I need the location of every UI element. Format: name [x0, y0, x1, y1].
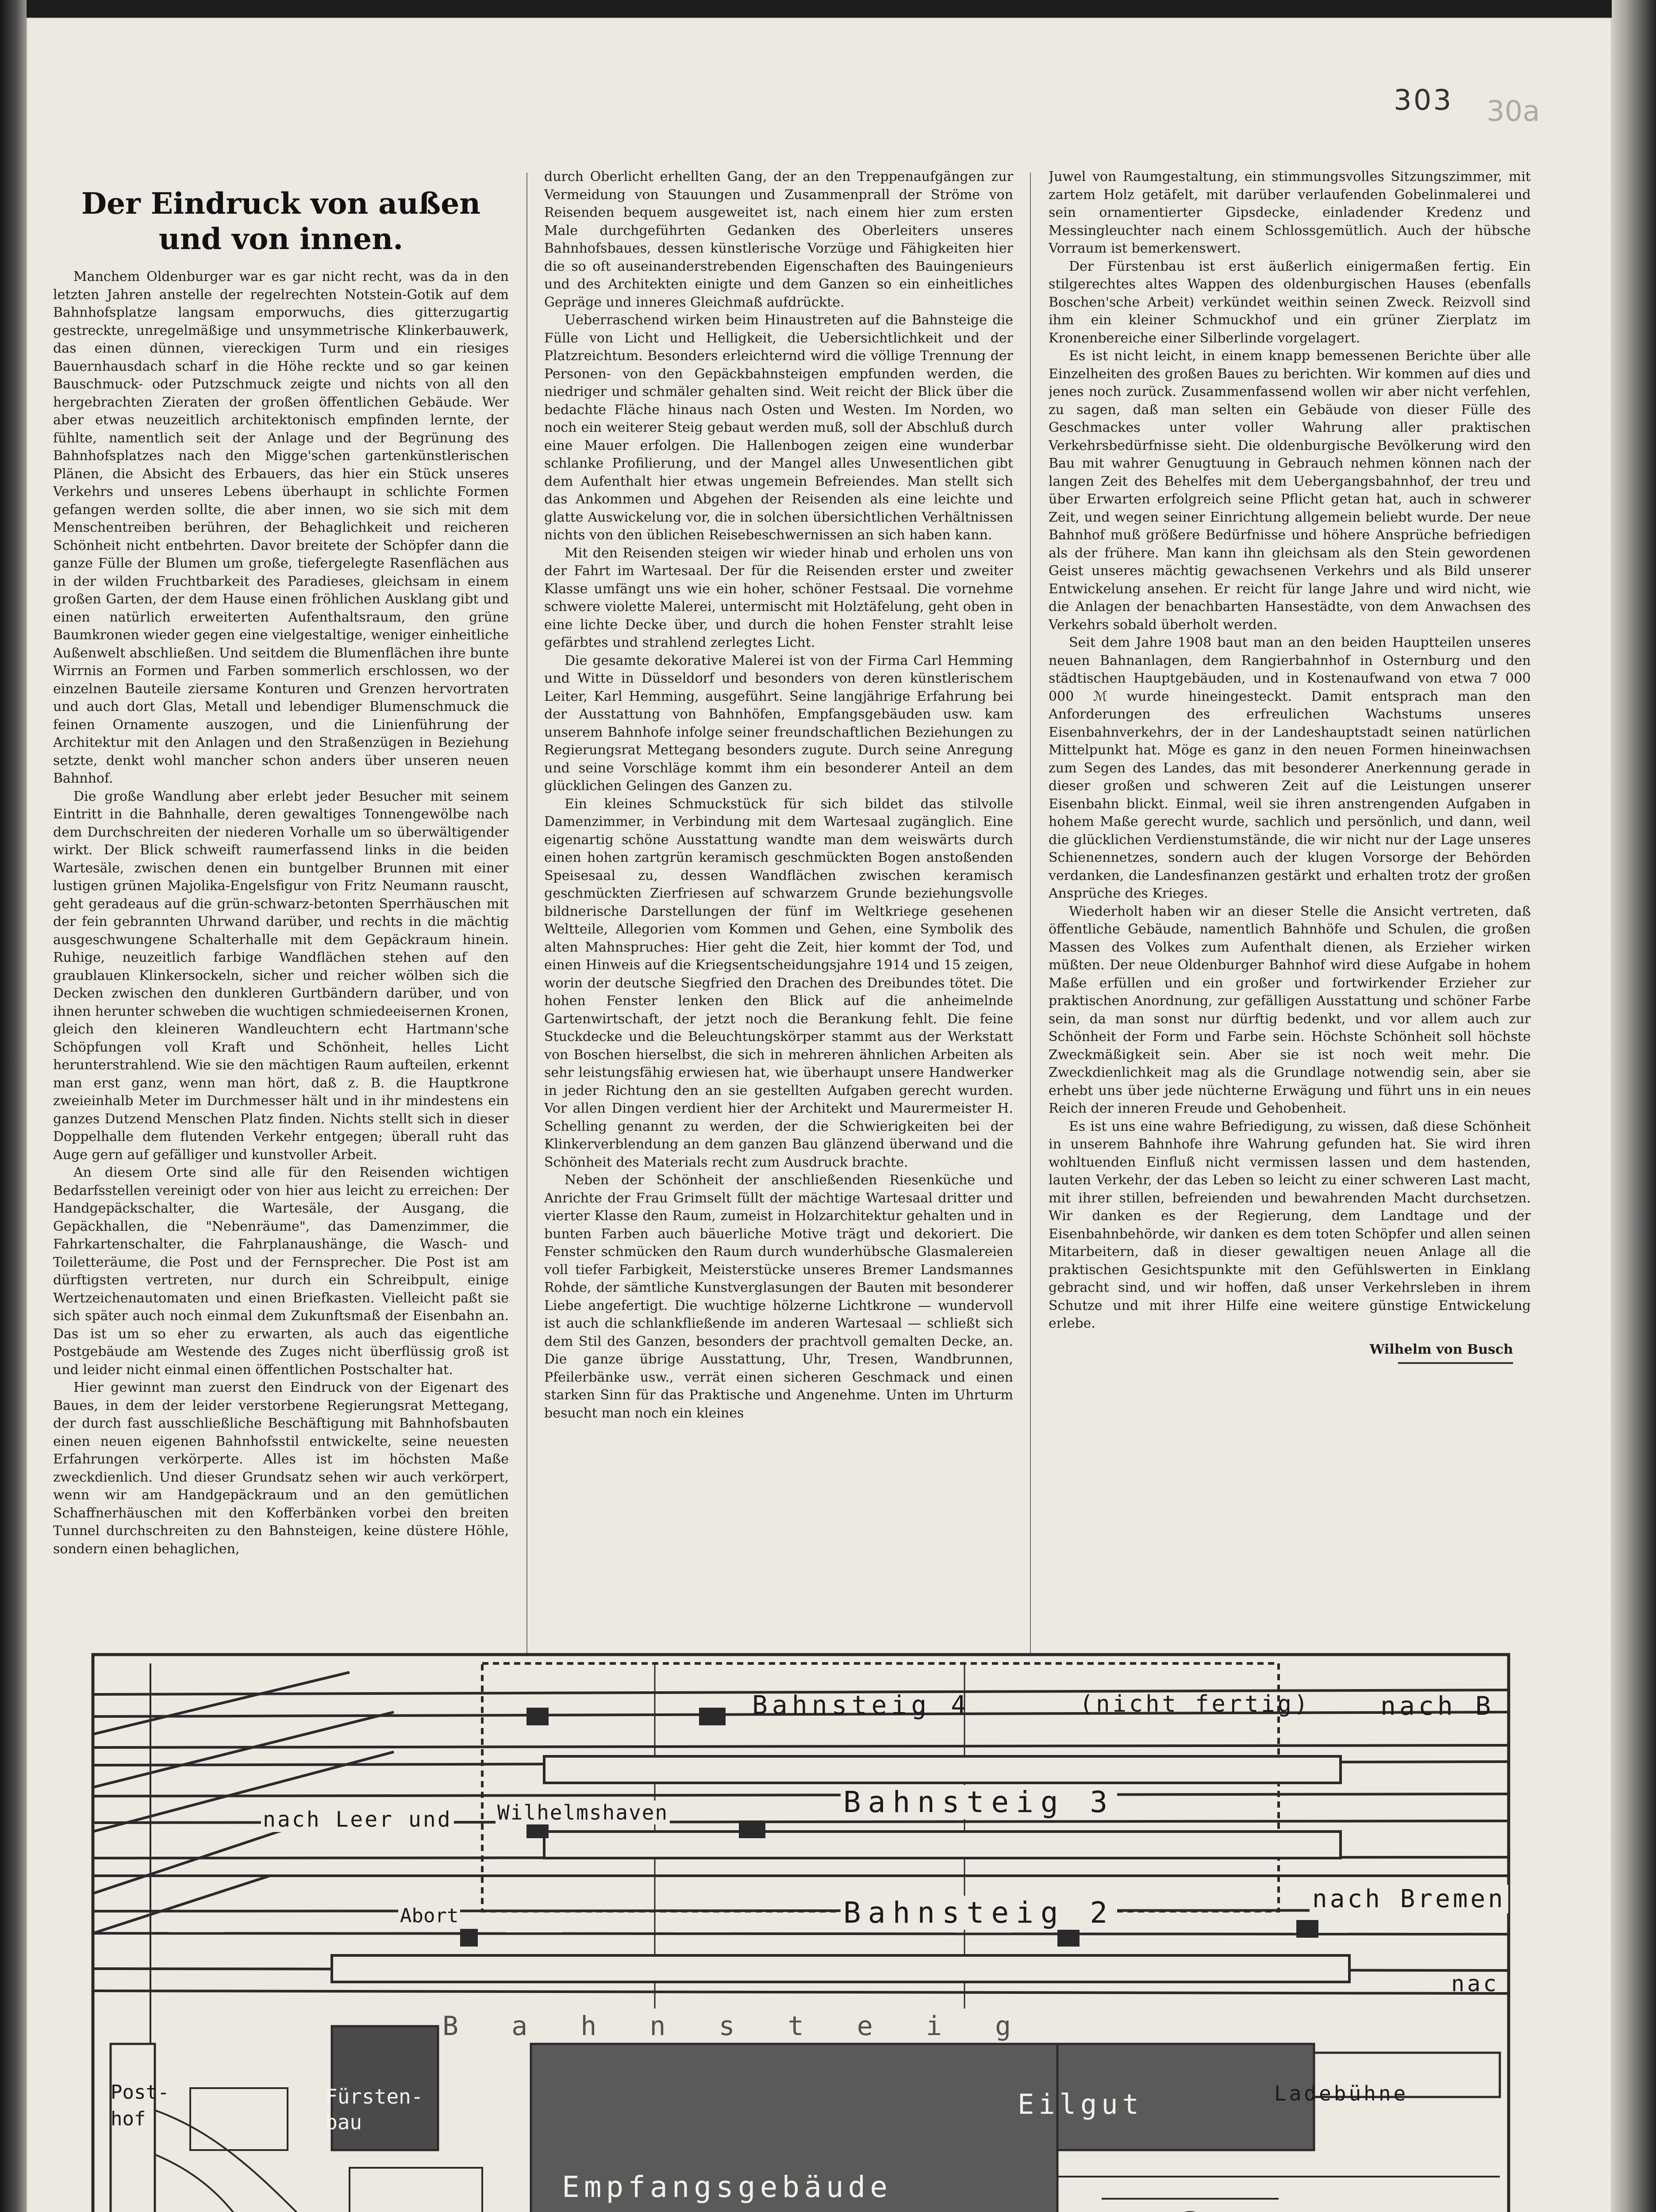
plan-label-bahnsteig-3: Bahnsteig 3 — [841, 1785, 1117, 1819]
paragraph: durch Oberlicht erhellten Gang, der an den Treppenaufgängen zur Vermeidung von Stauungen und Zusammenprall der Ströme von Reisenden bequem ausgeweitet ist, nach einem hier zum ersten Male durchgeführten Gedanken des Oberleiters unseres Bahnhofsbaues, dessen künstlerische Vorzüge und Fähigkeiten hier die so oft auseinanderstrebenden Eigenschaften des Bauingenieurs und des Architekten einigte und dem Ganzen so ein einheitliches Gepräge und inneres Gleichmaß aufdrückte. — [544, 169, 1013, 310]
forecourt-bed — [190, 2088, 288, 2150]
plan-label-nac: nac — [1451, 1971, 1499, 1997]
paragraph: Neben der Schönheit der anschließenden Riesenküche und Anrichte der Frau Grimselt füllt der mächtige Wartesaal dritter und vierter Klasse den Raum, zumeist in Holzarchitektur gehalten und in bunten Farben auch bäuerliche Motive trägt und dekoriert. Die Fenster schmücken den Raum durch wunderhübsche Glasmalereien voll tiefer Farbigkeit, Meisterstücke unseres Bremer Landsmannes Rohde, der sämtliche Kunstverglasungen der Bauten mit besonderer Liebe angefertigt. Die wuchtige hölzerne Lichtkrone — wundervoll ist auch die schlankfließende im anderen Wartesaal — schließt sich dem Stil des Ganzen, besonders der prachtvoll gemalten Decke, an. Die ganze übrige Ausstattung, Uhr, Tresen, Wandbrunnen, Pfeilerbänke usw., verrät einen sicheren Geschmack und einen starken Sinn für das Praktische und Angenehme. Unten im Uhrturm besucht man noch ein kleines — [544, 1172, 1013, 1421]
paragraph: Mit den Reisenden steigen wir wieder hinab und erholen uns von der Fahrt im Wartesaal. Der für die Reisenden erster und zweiter Klasse umfängt uns wie ein hoher, schöner Festsaal. Die vornehme schwere violette Malerei, untermischt mit Holztäfelung, geht oben in eine lichte Decke über, und durch die hohen Fenster strahlt leise gefärbtes und strahlend zerlegtes Licht. — [544, 545, 1013, 650]
plan-label-abort: Abort — [398, 1905, 460, 1927]
plan-label-wilhelmshaven: Wilhelmshaven — [496, 1801, 670, 1824]
paragraph: Es ist nicht leicht, in einem knapp bemessenen Berichte über alle Einzelheiten des großen Baues zu berichten. Wir kommen auf dies und jenes noch zurück. Zusammenfassend wollen wir aber nicht verfehlen, zu sagen, daß man selten ein Gebäude von dieser Fülle des Geschmackes unter voller Wahrung aller praktischen Verkehrsbedürfnisse sieht. Die oldenburgische Bevölkerung wird den Bau mit wahrer Genugtuung in Gebrauch nehmen können nach der langen Zeit des Behelfes mit dem Uebergangsbahnhof, der treu und über Erwarten erfolgreich seine Pflicht getan hat, auch in schwerer Zeit, und wegen seiner Einrichtung allgemein beliebt wurde. Der neue Bahnhof muß größere Bedürfnisse und höhere Ansprüche befriedigen als der frühere. Man kann ihn gleichsam als den Stein gewordenen Geist unseres mächtig gewachsenen Verkehrs und als Bild unserer Entwickelung ansehen. Er reicht für lange Jahre und wird nicht, wie die Anlagen der benachbarten Hansestädte, von dem Anwachsen des Verkehrs sobald überholt werden. — [1049, 348, 1531, 633]
binding-edge — [0, 0, 27, 2212]
paragraph: Manchem Oldenburger war es gar nicht recht, was da in den letzten Jahren anstelle der regelrechten Notstein-Gotik auf dem Bahnhofsplatze langsam emporwuchs, dies gitterzugartig gestreckte, unregelmäßige und unsymmetrische Klinkerbauwerk, das einen dünnen, viereckigen Turm und ein riesiges Bauernhausdach scharf in die Höhe reckte und so gar keinen Bauschmuck- oder Putzschmuck zeigte und nichts von all den hergebrachten Zieraten der großen öffentlichen Gebäude. Wer aber etwas neuzeitlich architektonisch empfinden lernte, der fühlte, namentlich seit der Anlage und der Begrünung des Bahnhofsplatzes nach den Migge'schen gartenkünstlerischen Plänen, die Absicht des Erbauers, das hier ein Stück unseres Verkehrs und unseres Lebens überhaupt in schlichte Formen gefangen werden sollte, die aber innen, wo sie sich mit dem Menschentreiben berühren, der Behaglichkeit und reicheren Schönheit nicht entbehrten. Davor breitete der Schöpfer dann die ganze Fülle der Blumen um große, tiefergelegte Rasenflächen aus in der wilden Fruchtbarkeit des Paradieses, gleichsam in einem großen Garten, der dem Hause einen fröhlichen Ausklang gibt und einen natürlich erweiterten Aufenthaltsraum, den grüne Baumkronen wieder gegen eine vielgestaltige, weniger einheitliche Außenwelt abschließen. Und seitdem die Blumenflächen ihre bunte Wirrnis an Formen und Farben sommerlich erschlossen, wo der einzelnen Bauteile ziersame Konturen und Grenzen hervortraten und auch dort Glas, Metall und lebendiger Blumenschmuck die feinen Ornamente auszogen, und die Linienführung der Architektur mit den Anlagen und den Straßenzügen in Beziehung setzte, denkt wohl mancher schon anders über unseren neuen Bahnhof. — [53, 269, 509, 786]
paragraph: Die große Wandlung aber erlebt jeder Besucher mit seinem Eintritt in die Bahnhalle, deren gewaltiges Tonnengewölbe nach dem Durchschreiten der niederen Vorhalle um so überwältigender wirkt. Der Blick schweift raumerfassend links in die beiden Wartesäle, zwischen denen ein buntgelber Brunnen mit einer lustigen grünen Majolika-Engelsfigur von Fritz Neumann rauscht, geht geradeaus auf die grün-schwarz-betonten Sperrhäuschen mit der fein gebrannten Uhrwand darüber, und rechts in die mächtig ausgeschwungene Schalterhalle mit dem Gepäckraum hinein. Ruhige, neuzeitlich farbige Wandflächen stehen auf den graublauen Klinkersockeln, sicher und reicher wölben sich die Decken zwischen den dunkleren Gurtbändern darüber, und von ihnen herunter schweben die wuchtigen schmiedeeisernen Kronen, gleich den kleineren Wandleuchtern echt Hartmann'sche Schöpfungen voll Kraft und Schönheit, helles Licht herunterstrahlend. Wie sie den mächtigen Raum aufteilen, erkennt man erst ganz, wenn man hört, daß z. B. die Hauptkrone zweieinhalb Meter im Durchmesser hält und in ihr mindestens ein ganzes Dutzend Menschen Platz finden. Nichts stellt sich in dieser Doppelhalle dem flutenden Verkehr entgegen; überall ruht das Auge gern auf gefälliger und kunstvoller Arbeit. — [53, 788, 509, 1163]
plan-label-nach-bremen: nach Bremen — [1310, 1885, 1508, 1913]
page-number: 303 — [1394, 84, 1453, 117]
signature-rule — [1398, 1362, 1513, 1364]
article-column-2 — [544, 168, 1013, 1659]
article-column-1 — [53, 168, 509, 1659]
plan-label-nach-leer: nach Leer und — [261, 1807, 454, 1832]
platform-4-stair — [699, 1708, 726, 1725]
paragraph: Seit dem Jahre 1908 baut man an den beiden Hauptteilen unseres neuen Bahnanlagen, dem Rangierbahnhof in Osternburg und den städtischen Hauptgebäuden, und in Kostenaufwand von etwa 7 000 000 ℳ wurde hineingesteckt. Damit entsprach man den Anforderungen des erfreulichen Wachstums unseres Eisenbahnverkehrs, der in der Landeshauptstadt seinen natürlichen Mittelpunkt hat. Möge es ganz in den neuen Formen hineinwachsen zum Segen des Landes, das mit besonderer Anerkennung gerade in dieser großen und schweren Zeit auf die Leistungen unserer Eisenbahn blickt. Einmal, weil sie ihren anstrengenden Aufgaben in hohem Maße gerecht wurde, sachlich und persönlich, und dann, weil die glücklichen Verdienstumstände, die wir nicht nur der Lage unseres Schienennetzes, sondern auch der klugen Vorsorge der Behörden verdanken, die Landesfinanzen gestärkt und erhalten trotz der großen Ansprüche des Krieges. — [1049, 635, 1531, 901]
plan-label-nach-b: nach B — [1380, 1691, 1495, 1721]
plan-label-eilgut: Eilgut — [1018, 2088, 1143, 2120]
forecourt-path — [155, 2110, 305, 2212]
plan-label-nicht-fertig: (nicht fertig) — [1080, 1691, 1311, 1717]
column-rule — [526, 173, 527, 1655]
track — [93, 1794, 1509, 1796]
paragraph: Ueberraschend wirken beim Hinaustreten auf die Bahnsteige die Fülle von Licht und Helligkeit, die Uebersichtlichkeit und der Platzreichtum. Besonders erleichternd wird die völlige Trennung der Personen- von den Gepäckbahnsteigen empfunden werden, die niedriger und schmäler gehalten sind. Weit reicht der Blick über die bedachte Fläche hinaus nach Osten und Westen. Im Norden, wo noch ein weiterer Steig gebaut werden muß, soll der Abschluß durch eine Mauer erfolgen. Die Hallenbogen zeigen eine wunderbar schlanke Profilierung, und der Mangel alles Unwesentlichen gibt dem Aufenthalt hier etwas ungemein Befreiendes. Man stellt sich das Ankommen und Abgehen der Reisenden als eine leichte und glatte Auswickelung vor, die in solchen übersichtlichen Verhältnissen nichts von den üblichen Reisebeschwernissen an sich haben kann. — [544, 312, 1013, 543]
paragraph: Der Fürstenbau ist erst äußerlich einigermaßen fertig. Ein stilgerechtes altes Wappen des oldenburgischen Hauses (ebenfalls Boschen'sche Arbeit) verkündet weithin seinen Zweck. Reizvoll sind ihm ein kleiner Schmuckhof und ein grüner Zierplatz im Kronenbereiche einer Silberlinde vorgelagert. — [1049, 258, 1531, 346]
track — [93, 1745, 1509, 1747]
platform-3 — [544, 1832, 1341, 1858]
plan-label-bahnsteig-1: Bahnsteig — [442, 2011, 1064, 2042]
column-rule — [1030, 173, 1031, 1655]
track — [93, 1991, 1509, 1993]
forecourt-bed — [350, 2168, 482, 2212]
platform-4-stair — [526, 1708, 549, 1725]
platform-1 — [332, 1955, 1349, 1982]
paragraph: Es ist uns eine wahre Befriedigung, zu wissen, daß diese Schönheit in unserem Bahnhofe ihre Wahrung gefunden hat. Sie wird ihren wohltuenden Einfluß nicht vermissen lassen und dem hastenden, lauten Verkehr, der das Leben so leicht zu einer schweren Last macht, mit ihrer stillen, befreienden und bewahrenden Macht durchsetzen. Wir danken es der Regierung, dem Landtage und der Eisenbahnbehörde, wir danken es dem toten Schöpfer und allen seinen Mitarbeitern, daß in dieser gewaltigen neuen Anlage all die praktischen Gesichtspunkte mit den Gefühlswerten in Einklang gebracht sind, und wir hoffen, daß unser Verkehrsleben in ihrem Schutze und mit ihrer Hilfe eine weitere günstige Entwickelung erlebe. — [1049, 1118, 1531, 1331]
plan-label-ladebuehne: Ladebühne — [1274, 2081, 1409, 2105]
author-signature: Wilhelm von Busch — [1369, 1341, 1513, 1357]
plan-label-bahnsteig-2: Bahnsteig 2 — [841, 1896, 1117, 1930]
paragraph: Juwel von Raumgestaltung, ein stimmungsvolles Sitzungszimmer, mit zartem Holz getäfelt, mit darüber verlaufenden Gobelinmalerei und sein ornamentierter Gipsdecke, einladender Kredenz und Messingleuchter nach einem Schlossgemütlich. Auch der hübsche Vorraum ist bemerkenswert. — [1049, 169, 1531, 256]
plan-label-empfangsgebaeude: Empfangsgebäude — [562, 2170, 892, 2204]
plan-label-bahnsteig-4: Bahnsteig 4 — [752, 1690, 971, 1720]
paragraph: An diesem Orte sind alle für den Reisenden wichtigen Bedarfsstellen vereinigt oder von hier aus leicht zu erreichen: Der Handgepäckschalter, die Wartesäle, der Ausgang, die Gepäckhallen, die "Nebenräume", das Damenzimmer, die Fahrkartenschalter, die Fahrplanaushänge, die Wasch- und Toiletteräume, die Post und der Fernsprecher. Die Post ist am dürftigsten vertreten, nur durch ein Schreibpult, einige Wertzeichenautomaten und einen Briefkasten. Vielleicht paßt sie sich später auch noch einmal dem Zukunftsmaß der Eisenbahn an. Das ist um so eher zu erwarten, als auch das eigentliche Postgebäude am Westende des Zuges nicht überflüssig groß ist und leider nicht einmal einen öffentlichen Postschalter hat. — [53, 1165, 509, 1378]
platform-2-stair — [460, 1929, 478, 1947]
station-plan-drawing — [84, 1646, 1518, 2212]
paragraph: Hier gewinnt man zuerst den Eindruck von der Eigenart des Baues, in dem der leider verstorbene Regierungsrat Mettegang, der durch fast ausschließliche Beschäftigung mit Bahnhofsbauten einen neuen eigenen Bahnhofsstil entwickelte, seine neuesten Erfahrungen verkörperte. Alles ist im höchsten Maße zweckdienlich. Und dieser Grundsatz sehen wir auch verkörpert, wenn wir am Handgepäckraum und an den gemütlichen Schaffnerhäuschen mit den Kofferbänken vorbei den breiten Tunnel durchschreiten zu den Bahnsteigen, keine düstere Höhle, sondern einen behaglichen, — [53, 1380, 509, 1557]
article-column-3 — [1049, 168, 1531, 1659]
plan-label-fuerstenbau: Fürsten-bau — [325, 2085, 423, 2134]
page-number-bleed: 30a — [1487, 95, 1540, 128]
page-stack-edge — [1612, 0, 1656, 2212]
station-plan — [84, 1646, 1518, 2212]
paragraph: Die gesamte dekorative Malerei ist von der Firma Carl Hemming und Witte in Düsseldorf und besonders von deren künstlerischem Leiter, Karl Hemming, ausgeführt. Seine langjährige Erfahrung bei der Ausstattung von Bahnhöfen, Empfangsgebäuden usw. kam unserem Bahnhofe infolge seiner freundschaftlichen Beziehungen zu Regierungsrat Mettegang besonders zugute. Durch seine Anregung und seine Vorschläge kommt ihm ein besonderer Anteil an dem glücklichen Gelingen des Ganzen zu. — [544, 653, 1013, 794]
platform-2-stair — [1296, 1920, 1318, 1938]
article-columns — [53, 168, 1531, 1659]
platform-2-stair — [1057, 1929, 1080, 1947]
paragraph: Ein kleines Schmuckstück für sich bildet das stilvolle Damenzimmer, in Verbindung mit dem Wartesaal zugänglich. Eine eigenartig schöne Ausstattung wandte man dem weiswärts durch einen hohen zartgrün keramisch geschmückten Bogen anstoßenden Speisesaal zu, dessen Wandflächen zwischen keramisch geschmückten Zierfriesen auf schwarzem Grunde beziehungsvolle bildnerische Darstellungen der fünf im Weltkriege gesehenen Weltteile, Allegorien vom Kommen und Gehen, eine Symbolik des alten Mahnspruches: Hier geht die Zeit, hier kommt der Tod, und einen Hinweis auf die Kriegsentscheidungsjahre 1914 und 15 zeigen, worin der deutsche Siegfried den Drachen des Dreibundes tötet. Die hohen Fenster lenken den Blick auf die anheimelnde Gartenwirtschaft, der jetzt noch die Berankung fehlt. Die feine Stuckdecke und die Beleuchtungskörper stammt aus der Werkstatt von Boschen hierselbst, die sich in mehreren ähnlichen Arbeiten als sehr leistungsfähig erwiesen hat, wie überhaupt unsere Handwerker in jeder Richtung den an sie gestellten Aufgaben gerecht wurden. Vor allen Dingen verdient hier der Architekt und Maurermeister H. Schelling genannt zu werden, der die Schwierigkeiten bei der Klinkerverblendung an dem ganzen Bau glänzend überwand und die Schönheit des Materials recht zum Ausdruck brachte. — [544, 796, 1013, 1170]
track — [93, 1910, 1509, 1911]
paragraph: Wiederholt haben wir an dieser Stelle die Ansicht vertreten, daß öffentliche Gebäude, namentlich Bahnhöfe und Schulen, die großen Massen des Volkes zum Aufenthalt dienen, als Erzieher wirken müßten. Der neue Oldenburger Bahnhof wird diese Aufgabe in hohem Maße erfüllen und ein großer und fortwirkender Erzieher zur praktischen Anordnung, zur gefälligen Ausstattung und schöner Farbe sein, da man sonst nur dürftig bedenkt, und vor allem auch zur Schönheit der Form und Farbe sein. Höchste Schönheit soll höchste Zweckmäßigkeit sein. Aber sie ist noch weit mehr. Die Zweckdienlichkeit mag als die Grundlage notwendig sein, aber sie erhebt uns über jede nüchterne Erwägung und führt uns in ein neues Reich der inneren Freude und Gehobenheit. — [1049, 903, 1531, 1116]
platform-3-stair — [739, 1820, 765, 1838]
switch-track — [93, 1672, 350, 1734]
article-headline: Der Eindruck von außen und von innen. — [81, 186, 481, 256]
plan-label-posthof: Post-hof — [111, 2081, 169, 2130]
platform-2 — [544, 1756, 1341, 1783]
